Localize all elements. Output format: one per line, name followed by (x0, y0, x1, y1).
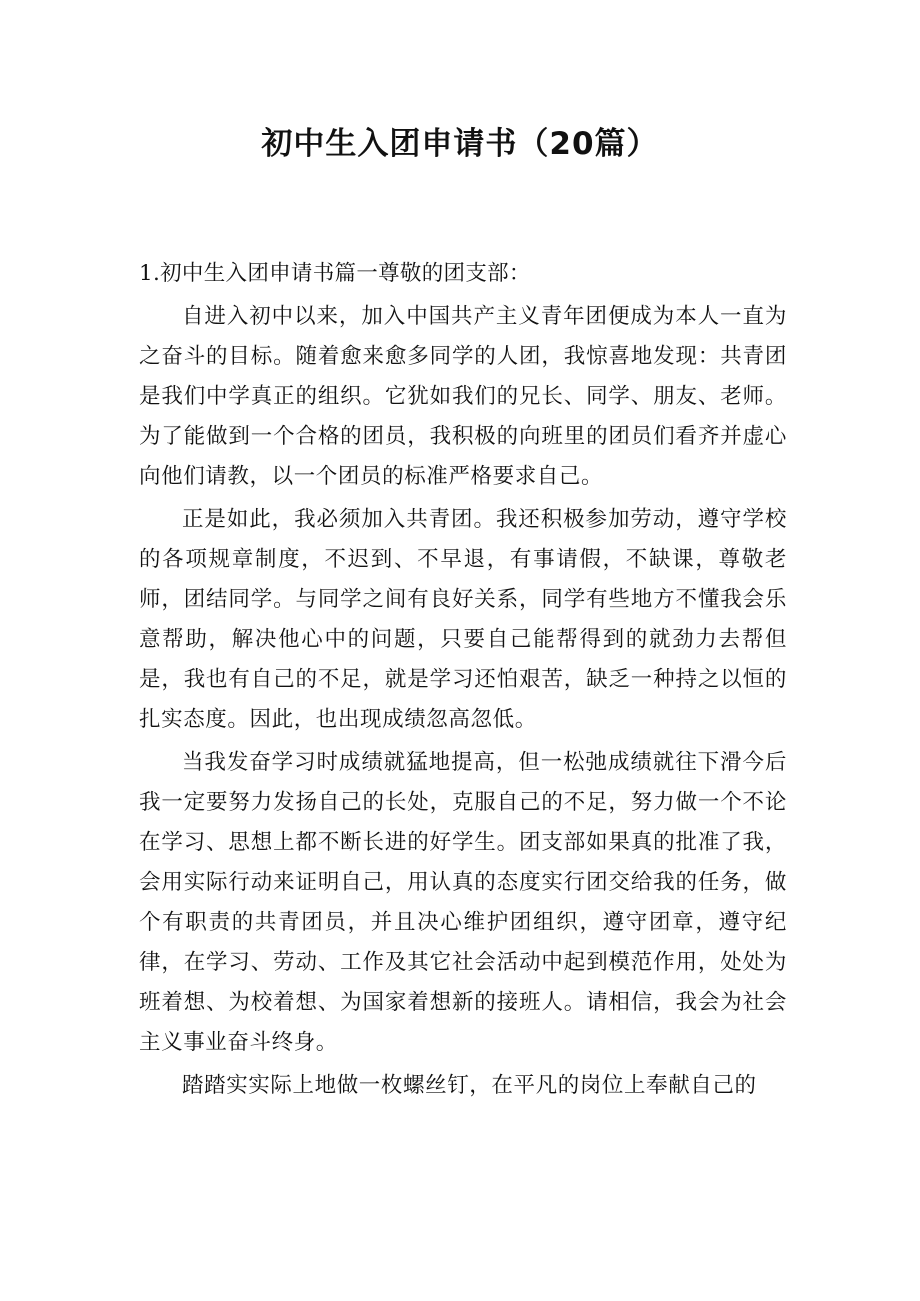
paragraph: 踏踏实实际上地做一枚螺丝钉，在平凡的岗位上奉献自己的 (182, 1073, 757, 1098)
document-title: 初中生入团申请书（20篇） (261, 126, 659, 162)
section-heading: 1.初中生入团申请书篇一尊敬的团支部： (139, 261, 531, 286)
paragraph: 当我发奋学习时成绩就猛地提高，但一松弛成绩就往下滑今后我一定要努力发扬自己的长处，克服自己的不足，努力做一个不论在学习、思想上都不断长进的好学生。团支部如果真的批准了我，会用实际行动来证明自己，用认真的态度实行团交给我的任务，做个有职责的共青团员，并且决心维护团组织，遵守团章，遵守纪律，在学习、劳动、工作及其它社会活动中起到模范作用，处处为班着想、为校着想、为国家着想新的接班人。请相信，我会为社会主义事业奋斗终身。 (139, 750, 787, 1055)
document-body (139, 254, 787, 1106)
paragraph: 自进入初中以来，加入中国共产主义青年团便成为本人一直为之奋斗的目标。随着愈来愈多同学的人团，我惊喜地发现：共青团是我们中学真正的组织。它犹如我们的兄长、同学、朋友、老师。为了能做到一个合格的团员，我积极的向班里的团员们看齐并虚心向他们请教，以一个团员的标准严格要求自己。 (139, 304, 787, 489)
paragraph: 正是如此，我必须加入共青团。我还积极参加劳动，遵守学校的各项规章制度，不迟到、不早退，有事请假，不缺课，尊敬老师，团结同学。与同学之间有良好关系，同学有些地方不懂我会乐意帮助，解决他心中的问题，只要自己能帮得到的就劲力去帮但是，我也有自己的不足，就是学习还怕艰苦，缺乏一种持之以恒的扎实态度。因此，也出现成绩忽高忽低。 (139, 507, 787, 732)
